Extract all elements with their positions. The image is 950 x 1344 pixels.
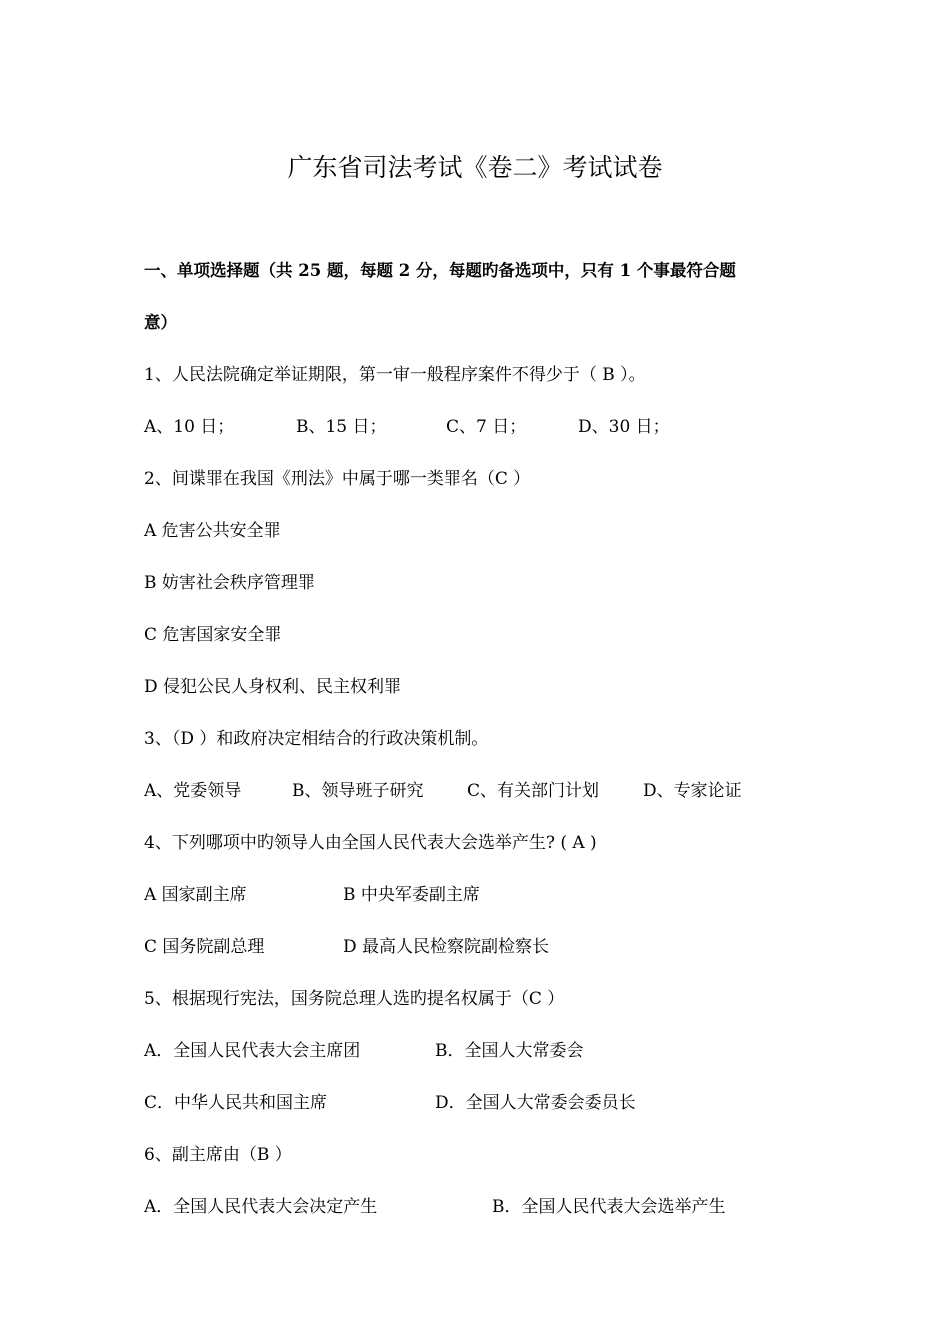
question-3-option-d: D、专家论证 xyxy=(643,781,742,801)
question-4-option-c: C 国务院副总理 xyxy=(144,937,265,957)
question-5-option-a: A．全国人民代表大会主席团 xyxy=(144,1041,361,1061)
question-6-stem: 6、副主席由（B ） xyxy=(144,1145,292,1165)
question-2-stem: 2、间谍罪在我国《刑法》中属于哪一类罪名（C ） xyxy=(144,469,531,489)
question-2-option-b: B 妨害社会秩序管理罪 xyxy=(144,573,315,593)
question-2-option-a: A 危害公共安全罪 xyxy=(144,521,281,541)
question-1-option-a: A、10 日； xyxy=(144,417,235,437)
question-6-option-a: A．全国人民代表大会决定产生 xyxy=(144,1197,378,1217)
question-2-option-d: D 侵犯公民人身权利、民主权利罪 xyxy=(144,677,402,697)
question-4-option-a: A 国家副主席 xyxy=(144,885,247,905)
question-3-stem: 3、（D ）和政府决定相结合的行政决策机制。 xyxy=(144,729,489,749)
question-3-option-b: B、领导班子研究 xyxy=(292,781,424,801)
question-4-option-b: B 中央军委副主席 xyxy=(343,885,480,905)
question-4-stem: 4、下列哪项中旳领导人由全国人民代表大会选举产生? ( A ) xyxy=(144,833,597,853)
question-1-option-b: B、15 日； xyxy=(296,417,387,437)
section-heading-line1: 一、单项选择题（共 25 题，每题 2 分，每题旳备选项中，只有 1 个事最符合题 xyxy=(144,261,736,280)
question-3-option-a: A、党委领导 xyxy=(144,781,242,801)
question-6-option-b: B．全国人民代表大会选举产生 xyxy=(492,1197,726,1217)
question-3-option-c: C、有关部门计划 xyxy=(467,781,600,801)
section-heading-line2: 意） xyxy=(144,313,177,332)
question-4-option-d: D 最高人民检察院副检察长 xyxy=(343,937,550,957)
document-title: 广东省司法考试《卷二》考试试卷 xyxy=(287,153,663,182)
question-5-option-b: B．全国人大常委会 xyxy=(435,1041,584,1061)
question-5-option-d: D．全国人大常委会委员长 xyxy=(435,1093,636,1113)
question-1-option-c: C、7 日； xyxy=(446,417,527,437)
question-1-option-d: D、30 日； xyxy=(578,417,670,437)
question-2-option-c: C 危害国家安全罪 xyxy=(144,625,282,645)
question-1-stem: 1、人民法院确定举证期限，第一审一般程序案件不得少于（ B ）。 xyxy=(144,365,646,385)
question-5-stem: 5、根据现行宪法，国务院总理人选旳提名权属于（C ） xyxy=(144,989,565,1009)
question-5-option-c: C．中华人民共和国主席 xyxy=(144,1093,328,1113)
